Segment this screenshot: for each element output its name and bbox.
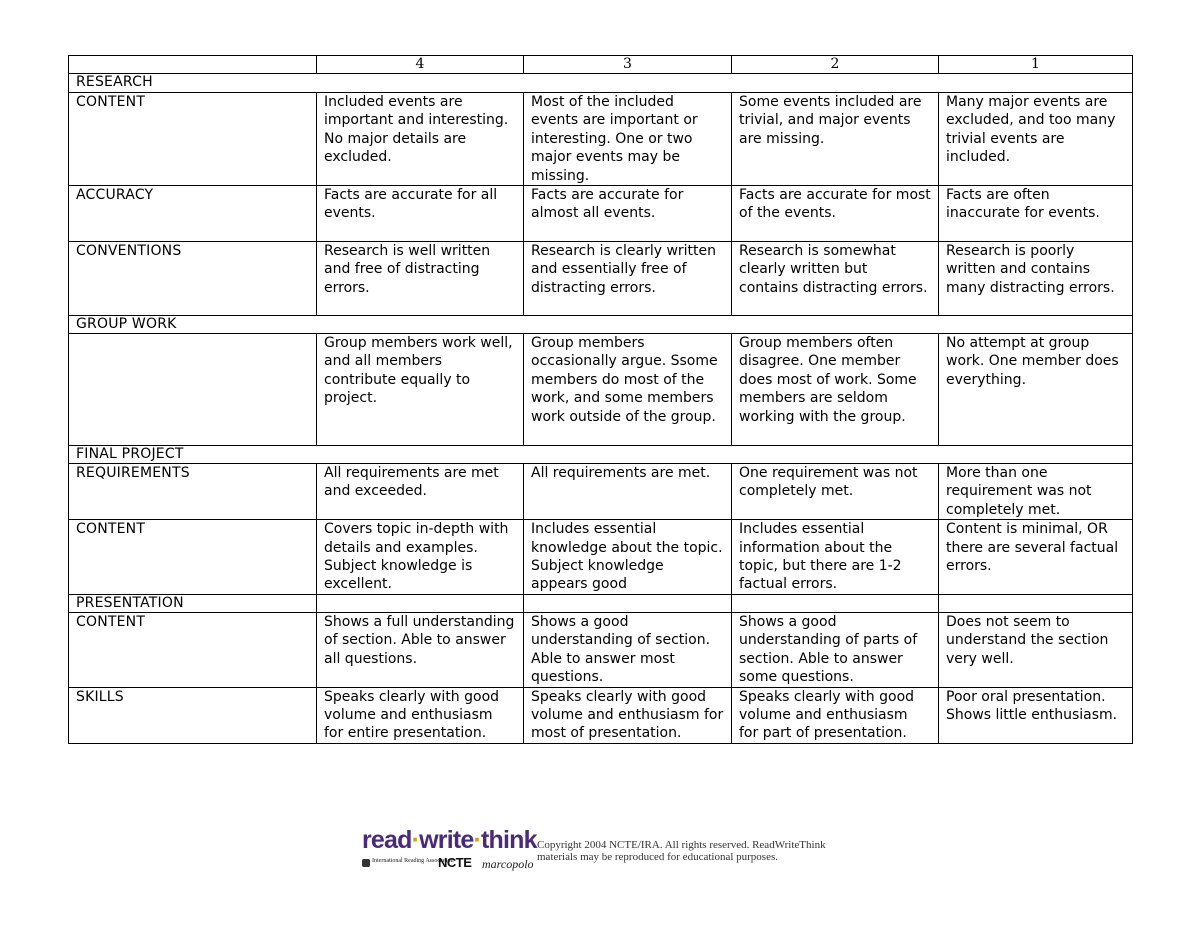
score-4-cell: Speaks clearly with good volume and enthusiasm for entire presentation. bbox=[317, 687, 524, 743]
score-1-cell: Facts are often inaccurate for events. bbox=[939, 186, 1133, 242]
empty-cell bbox=[732, 594, 939, 612]
criterion-label: CONVENTIONS bbox=[69, 242, 317, 316]
brand-think: think bbox=[481, 826, 537, 854]
score-4-cell: Shows a full understanding of section. Able to answer all questions. bbox=[317, 612, 524, 687]
score-4-header: 4 bbox=[317, 56, 524, 74]
score-2-cell: Includes essential information about the topic, but there are 1-2 factual errors. bbox=[732, 520, 939, 595]
score-3-cell: Group members occasionally argue. Ssome members do most of the work, and some members work outside of the group. bbox=[524, 334, 732, 446]
brand-dot: · bbox=[473, 826, 482, 854]
table-row bbox=[69, 612, 1133, 687]
score-2-cell: One requirement was not completely met. bbox=[732, 464, 939, 520]
score-1-cell: Does not seem to understand the section very well. bbox=[939, 612, 1133, 687]
empty-cell bbox=[317, 594, 524, 612]
brand-write: write bbox=[419, 826, 474, 854]
brand-wordmark bbox=[362, 826, 537, 855]
score-3-cell: All requirements are met. bbox=[524, 464, 732, 520]
header-row bbox=[69, 56, 1133, 74]
score-2-cell: Speaks clearly with good volume and enthusiasm for part of presentation. bbox=[732, 687, 939, 743]
score-3-cell: Research is clearly written and essentially free of distracting errors. bbox=[524, 242, 732, 316]
score-1-cell: No attempt at group work. One member does everything. bbox=[939, 334, 1133, 446]
score-2-cell: Some events included are trivial, and major events are missing. bbox=[732, 93, 939, 186]
copyright-line-1: Copyright 2004 NCTE/IRA. All rights reserved. ReadWriteThink bbox=[537, 839, 826, 851]
header-blank-cell bbox=[69, 56, 317, 74]
score-1-header: 1 bbox=[939, 56, 1133, 74]
score-2-cell: Shows a good understanding of parts of section. Able to answer some questions. bbox=[732, 612, 939, 687]
marcopolo-logo: marcopolo bbox=[482, 857, 534, 871]
readwritethink-logo bbox=[362, 826, 537, 875]
table-row bbox=[69, 687, 1133, 743]
brand-read: read bbox=[362, 826, 412, 854]
table-row bbox=[69, 242, 1133, 316]
score-2-cell: Research is somewhat clearly written but contains distracting errors. bbox=[732, 242, 939, 316]
criterion-label: ACCURACY bbox=[69, 186, 317, 242]
ira-logo-text: International Reading Association bbox=[372, 858, 454, 864]
score-1-cell: Poor oral presentation. Shows little enthusiasm. bbox=[939, 687, 1133, 743]
score-4-cell: Research is well written and free of distracting errors. bbox=[317, 242, 524, 316]
score-1-cell: Research is poorly written and contains many distracting errors. bbox=[939, 242, 1133, 316]
footer bbox=[362, 826, 882, 875]
table-row bbox=[69, 334, 1133, 446]
score-2-header: 2 bbox=[732, 56, 939, 74]
criterion-label bbox=[69, 334, 317, 446]
ncte-logo: NCTE bbox=[438, 855, 472, 870]
section-row-group-work bbox=[69, 316, 1133, 334]
criterion-label: SKILLS bbox=[69, 687, 317, 743]
score-4-cell: Group members work well, and all members contribute equally to project. bbox=[317, 334, 524, 446]
brand-dot: · bbox=[411, 826, 420, 854]
criterion-label: CONTENT bbox=[69, 520, 317, 595]
score-4-cell: All requirements are met and exceeded. bbox=[317, 464, 524, 520]
score-3-cell: Speaks clearly with good volume and enthusiasm for most of presentation. bbox=[524, 687, 732, 743]
copyright-notice bbox=[537, 839, 826, 863]
score-4-cell: Included events are important and interesting. No major details are excluded. bbox=[317, 93, 524, 186]
section-row-final-project bbox=[69, 446, 1133, 464]
score-3-header: 3 bbox=[524, 56, 732, 74]
section-row-presentation bbox=[69, 594, 1133, 612]
criterion-label: REQUIREMENTS bbox=[69, 464, 317, 520]
section-title-group-work: GROUP WORK bbox=[69, 316, 1133, 334]
score-1-cell: Content is minimal, OR there are several factual errors. bbox=[939, 520, 1133, 595]
score-4-cell: Facts are accurate for all events. bbox=[317, 186, 524, 242]
score-2-cell: Facts are accurate for most of the events. bbox=[732, 186, 939, 242]
score-1-cell: More than one requirement was not completely met. bbox=[939, 464, 1133, 520]
score-3-cell: Facts are accurate for almost all events. bbox=[524, 186, 732, 242]
section-row-research bbox=[69, 74, 1133, 93]
section-title-presentation: PRESENTATION bbox=[69, 594, 317, 612]
score-4-cell: Covers topic in-depth with details and examples. Subject knowledge is excellent. bbox=[317, 520, 524, 595]
table-row bbox=[69, 93, 1133, 186]
section-title-research: RESEARCH bbox=[69, 74, 1133, 93]
score-2-cell: Group members often disagree. One member does most of work. Some members are seldom working with the group. bbox=[732, 334, 939, 446]
section-title-final-project: FINAL PROJECT bbox=[69, 446, 1133, 464]
score-3-cell: Most of the included events are important or interesting. One or two major events may be missing. bbox=[524, 93, 732, 186]
score-3-cell: Includes essential knowledge about the topic. Subject knowledge appears good bbox=[524, 520, 732, 595]
score-1-cell: Many major events are excluded, and too many trivial events are included. bbox=[939, 93, 1133, 186]
empty-cell bbox=[939, 594, 1133, 612]
score-3-cell: Shows a good understanding of section. Able to answer most questions. bbox=[524, 612, 732, 687]
rubric-table bbox=[68, 55, 1133, 744]
empty-cell bbox=[524, 594, 732, 612]
copyright-line-2: materials may be reproduced for educational purposes. bbox=[537, 851, 778, 863]
table-row bbox=[69, 464, 1133, 520]
criterion-label: CONTENT bbox=[69, 93, 317, 186]
table-row bbox=[69, 520, 1133, 595]
table-row bbox=[69, 186, 1133, 242]
criterion-label: CONTENT bbox=[69, 612, 317, 687]
